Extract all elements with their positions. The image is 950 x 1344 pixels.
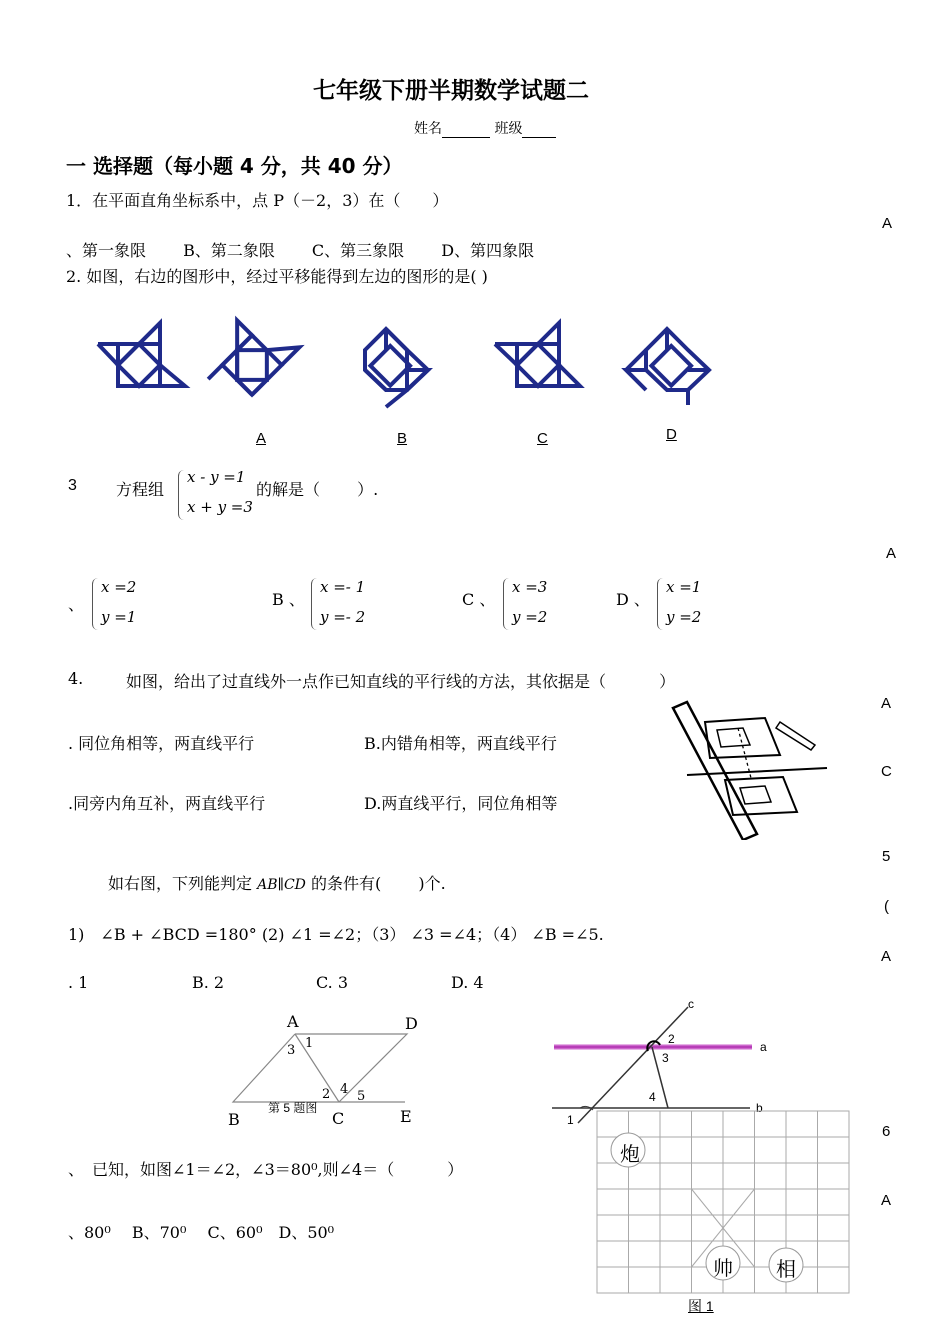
- line-b-label: b: [756, 1101, 763, 1115]
- q3-option-b-prefix: B 、: [272, 590, 305, 609]
- q5-option-d: D. 4: [451, 973, 484, 992]
- fig5-caption: 第 5 题图: [268, 1101, 318, 1115]
- q3-option-d-eq2: y =2: [666, 608, 702, 626]
- q4-option-d: D.两直线平行，同位角相等: [364, 794, 558, 813]
- q3-option-a-brace: [92, 578, 100, 630]
- fig5-point-d: D: [405, 1014, 418, 1033]
- margin-mark: A: [882, 215, 893, 232]
- margin-mark: 6: [882, 1123, 891, 1140]
- q3-option-b-eq1: x =- 1: [320, 578, 366, 596]
- q5-option-b: B. 2: [192, 973, 225, 992]
- question-2: 2. 如图，右边的图形中，经过平移能得到左边的图形的是( ): [66, 267, 488, 286]
- piece-xiang: 相: [776, 1257, 796, 1281]
- margin-mark: A: [886, 545, 897, 562]
- question-6-options: 、80⁰ B、70⁰ C、60⁰ D、50⁰: [68, 1223, 335, 1242]
- margin-mark: 5: [882, 848, 891, 865]
- q4-option-a: . 同位角相等，两直线平行: [68, 734, 255, 753]
- fig6-angle-2: 2: [668, 1032, 675, 1046]
- question-5-text-pre: 如右图，下列能判定: [108, 874, 253, 893]
- page-title: 七年级下册半期数学试题二: [313, 78, 589, 104]
- question-5-conditions: 1) ∠B + ∠BCD =180° (2) ∠1 =∠2；（3） ∠3 =∠4；（4） ∠B =∠5.: [68, 925, 604, 944]
- q3-option-b-brace: [311, 578, 319, 630]
- q3-option-a-prefix: 、: [68, 595, 85, 614]
- ruler-triangle-figure: [665, 700, 835, 840]
- q3-option-a-eq1: x =2: [101, 578, 137, 596]
- pinwheel-option-c: [495, 323, 580, 386]
- fig5-angle-3: 3: [287, 1043, 296, 1058]
- q3-option-a-eq2: y =1: [101, 608, 137, 626]
- fig5-angle-2: 2: [322, 1087, 331, 1102]
- fig6-angle-3: 3: [662, 1051, 669, 1065]
- question-5-text-post: 的条件有( )个.: [311, 874, 446, 893]
- student-info: [414, 118, 556, 138]
- question-3-prefix: 方程组: [116, 480, 165, 499]
- fig5-point-a: A: [287, 1012, 299, 1031]
- class-blank: [522, 121, 556, 138]
- option-label-b: B: [397, 430, 408, 447]
- pinwheel-option-a: [193, 315, 299, 409]
- equation-1: x - y =1: [187, 468, 246, 486]
- q5-option-c: C. 3: [316, 973, 349, 992]
- fig5-point-b: B: [228, 1110, 240, 1129]
- fig5-angle-1: 1: [305, 1036, 314, 1051]
- system-brace: [178, 470, 186, 520]
- option-label-a: A: [256, 430, 267, 447]
- fig5-angle-5: 5: [357, 1089, 366, 1104]
- q3-option-d-eq1: x =1: [666, 578, 702, 596]
- question-4: 如图，给出了过直线外一点作已知直线的平行线的方法，其依据是（ ）: [126, 672, 676, 691]
- equation-2: x + y =3: [187, 498, 253, 516]
- question-1-options: 、第一象限 B、第二象限 C、第三象限 D、第四象限: [66, 241, 535, 260]
- piece-shuai: 帅: [713, 1256, 733, 1280]
- section-heading: 一 选择题（每小题 4 分，共 40 分）: [66, 154, 403, 178]
- class-label: 班级: [494, 121, 523, 137]
- margin-mark: A: [881, 1192, 892, 1209]
- parallelogram-figure: [225, 1010, 425, 1120]
- margin-mark: C: [881, 763, 892, 780]
- line-c-label: c: [688, 997, 694, 1011]
- q3-option-d-brace: [657, 578, 665, 630]
- name-label: 姓名: [414, 121, 442, 137]
- question-5: [108, 871, 446, 894]
- fig6-angle-1: 1: [567, 1113, 574, 1127]
- question-1: 1．在平面直角坐标系中，点 P（－2，3）在（ ）: [66, 191, 449, 210]
- q3-option-c-eq1: x =3: [512, 578, 548, 596]
- q3-option-d-prefix: D 、: [616, 590, 650, 609]
- q3-option-c-prefix: C 、: [462, 590, 496, 609]
- margin-mark: A: [881, 948, 892, 965]
- question-3-number: 3: [68, 477, 77, 494]
- pinwheel-original: [98, 323, 185, 386]
- option-label-d: D: [666, 426, 677, 443]
- fig6-angle-4: 4: [649, 1090, 656, 1104]
- fig5-angle-4: 4: [340, 1082, 349, 1097]
- fig5-point-c: C: [332, 1109, 345, 1128]
- question-6: 、 已知，如图∠1＝∠2，∠3＝80⁰,则∠4＝（ ）: [68, 1160, 464, 1179]
- question-3-suffix: 的解是（ ）.: [256, 480, 379, 499]
- q4-option-c: .同旁内角互补，两直线平行: [68, 794, 266, 813]
- pinwheel-option-b: [365, 329, 428, 407]
- question-5-math: AB∥CD: [257, 877, 306, 893]
- q3-option-c-eq2: y =2: [512, 608, 548, 626]
- margin-mark: (: [884, 898, 889, 915]
- line-a-label: a: [760, 1040, 767, 1054]
- board-caption: 图 1: [688, 1298, 714, 1314]
- option-label-c: C: [537, 430, 548, 447]
- name-blank: [442, 121, 490, 138]
- q4-option-b: B.内错角相等，两直线平行: [364, 734, 557, 753]
- margin-mark: A: [881, 695, 892, 712]
- piece-pao: 炮: [620, 1142, 640, 1166]
- question-4-number: 4.: [68, 669, 84, 688]
- pinwheel-option-d: [626, 329, 709, 405]
- pinwheel-figures: [90, 315, 720, 415]
- q5-option-a: . 1: [68, 973, 89, 992]
- q3-option-c-brace: [503, 578, 511, 630]
- fig5-point-e: E: [400, 1107, 412, 1126]
- q3-option-b-eq2: y =- 2: [320, 608, 366, 626]
